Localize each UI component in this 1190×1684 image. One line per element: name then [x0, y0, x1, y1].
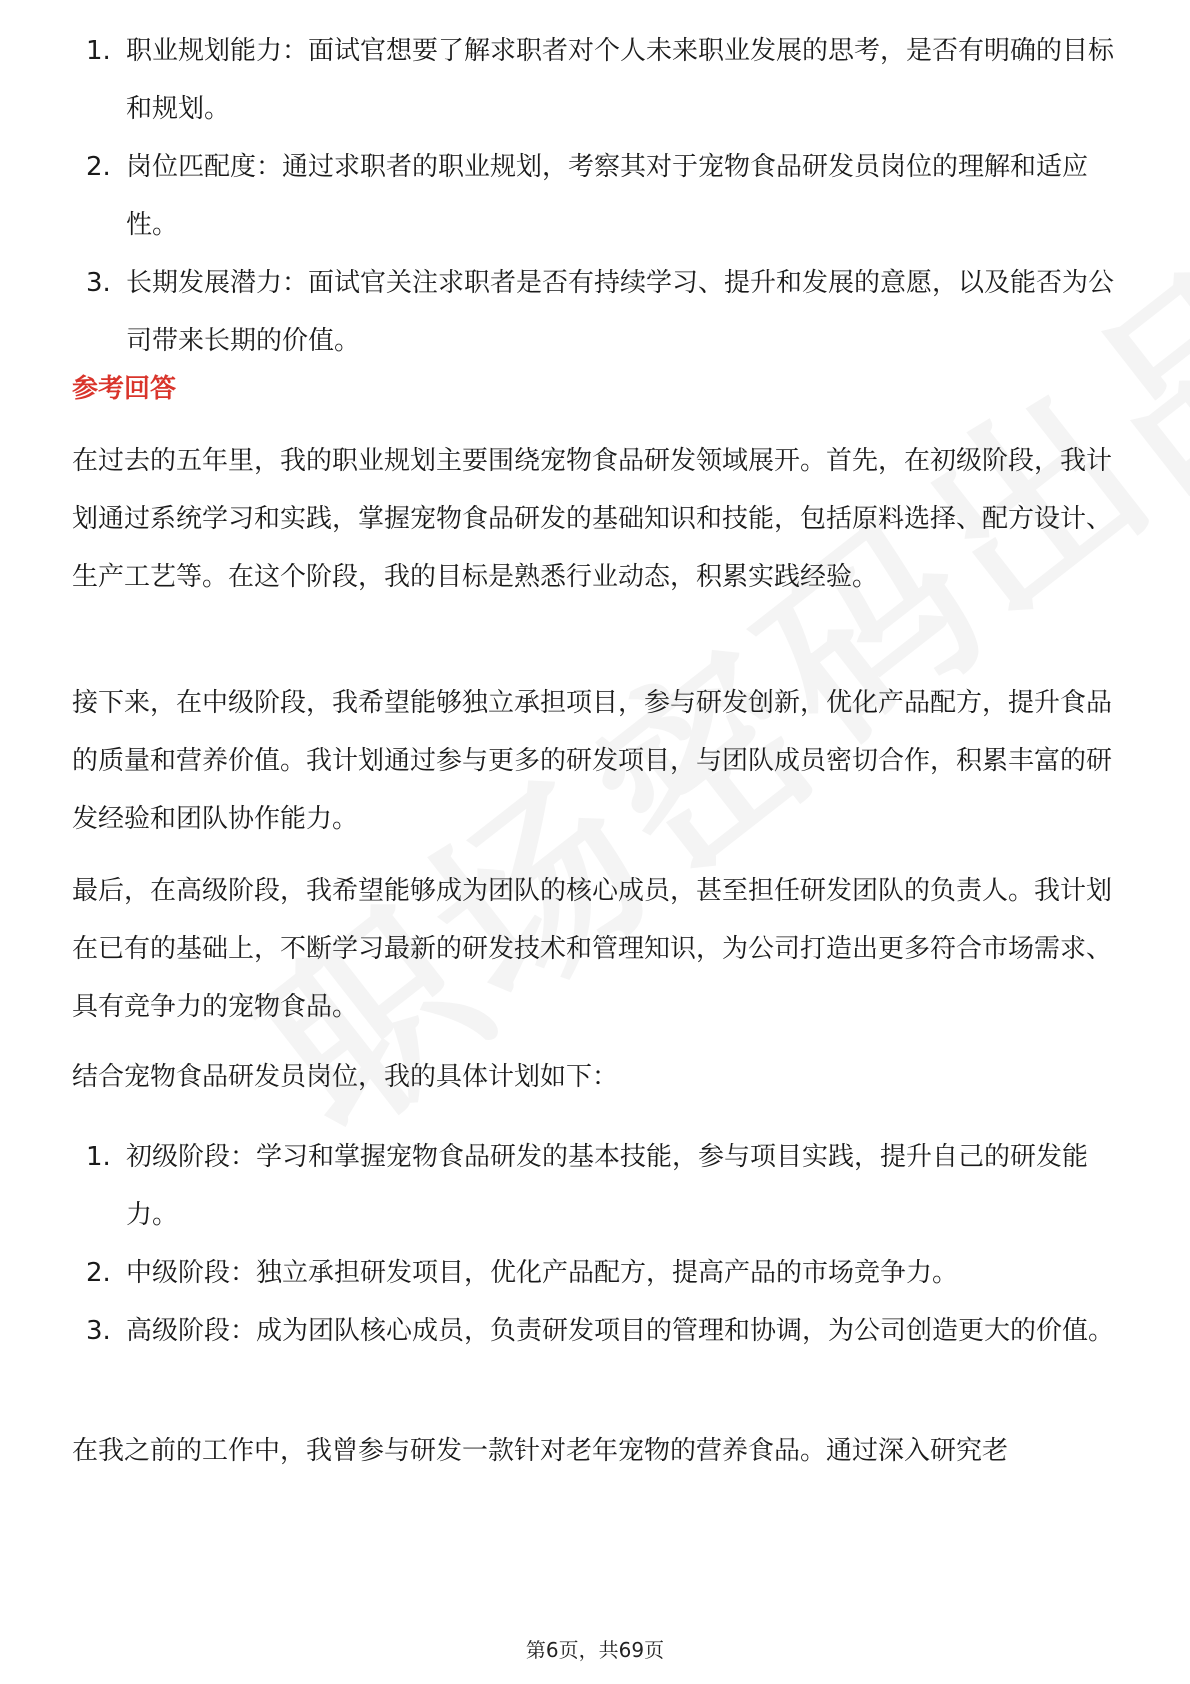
plan-list — [72, 1128, 1122, 1360]
list-number: 1. — [86, 36, 111, 66]
list-item-text: 职业规划能力：面试官想要了解求职者对个人未来职业发展的思考，是否有明确的目标和规划。 — [126, 36, 1115, 124]
list-number: 3. — [86, 268, 111, 298]
list-number: 2. — [86, 1258, 111, 1288]
paragraph: 在过去的五年里，我的职业规划主要围绕宠物食品研发领域展开。首先，在初级阶段，我计划通过系统学习和实践，掌握宠物食品研发的基础知识和技能，包括原料选择、配方设计、生产工艺等。在这个阶段，我的目标是熟悉行业动态，积累实践经验。 — [72, 446, 1113, 592]
paragraph: 接下来，在中级阶段，我希望能够独立承担项目，参与研发创新，优化产品配方，提升食品的质量和营养价值。我计划通过参与更多的研发项目，与团队成员密切合作，积累丰富的研发经验和团队协作能力。 — [72, 688, 1113, 834]
list-item — [72, 254, 1122, 370]
list-item-text: 长期发展潜力：面试官关注求职者是否有持续学习、提升和发展的意愿，以及能否为公司带来长期的价值。 — [126, 268, 1115, 356]
evaluation-points-list — [72, 22, 1122, 370]
list-item-text: 高级阶段：成为团队核心成员，负责研发项目的管理和协调，为公司创造更大的价值。 — [126, 1316, 1115, 1346]
list-item-text: 初级阶段：学习和掌握宠物食品研发的基本技能，参与项目实践，提升自己的研发能力。 — [126, 1142, 1089, 1230]
list-item-text: 岗位匹配度：通过求职者的职业规划，考察其对于宠物食品研发员岗位的理解和适应性。 — [126, 152, 1089, 240]
list-number: 3. — [86, 1316, 111, 1346]
list-item — [72, 1244, 1122, 1302]
list-item — [72, 22, 1122, 138]
list-item — [72, 1302, 1122, 1360]
list-number: 1. — [86, 1142, 111, 1172]
page-footer: 第6页，共69页 — [525, 1638, 665, 1662]
list-number: 2. — [86, 152, 111, 182]
paragraph: 结合宠物食品研发员岗位，我的具体计划如下： — [72, 1062, 619, 1092]
list-item — [72, 1128, 1122, 1244]
paragraph: 在我之前的工作中，我曾参与研发一款针对老年宠物的营养食品。通过深入研究老 — [72, 1436, 1009, 1466]
section-title: 参考回答 — [72, 374, 177, 404]
paragraph: 最后，在高级阶段，我希望能够成为团队的核心成员，甚至担任研发团队的负责人。我计划在已有的基础上，不断学习最新的研发技术和管理知识，为公司打造出更多符合市场需求、具有竞争力的宠物食品。 — [72, 876, 1113, 1022]
list-item-text: 中级阶段：独立承担研发项目，优化产品配方，提高产品的市场竞争力。 — [126, 1258, 959, 1288]
list-item — [72, 138, 1122, 254]
